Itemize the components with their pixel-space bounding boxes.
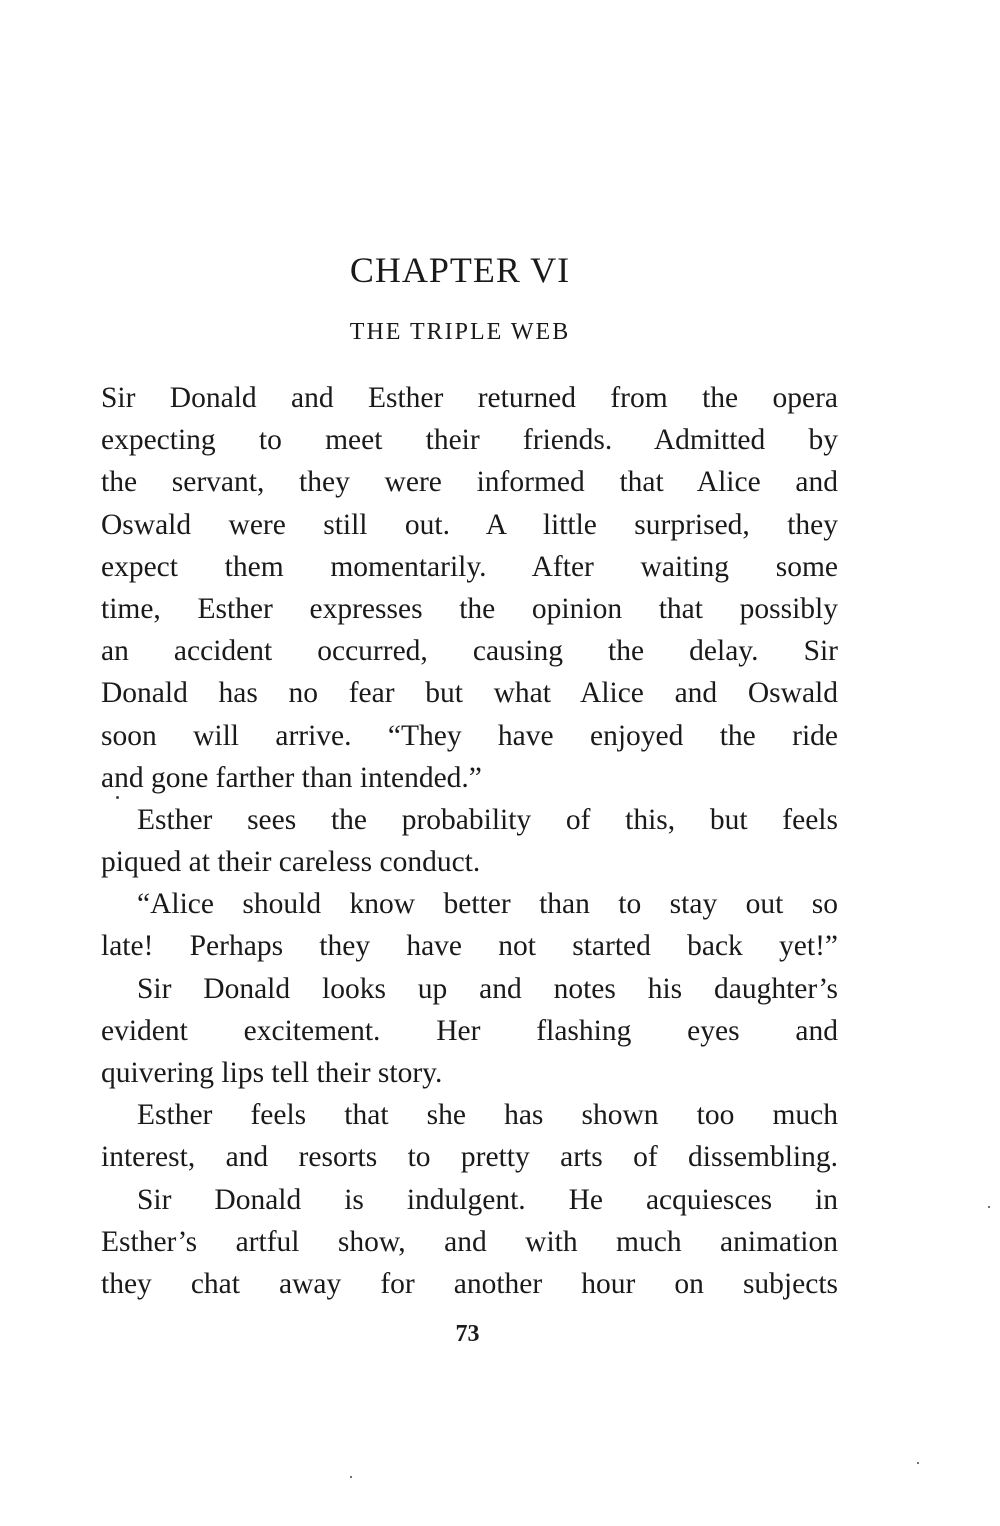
text-line: the servant, they were informed that Alice and <box>101 466 838 499</box>
text-line: they chat away for another hour on subjects <box>101 1267 838 1300</box>
text-line: expect them momentarily. After waiting some <box>101 550 838 583</box>
scan-speck <box>350 1476 352 1478</box>
text-line: “Alice should know better than to stay out so <box>137 888 838 921</box>
text-line: Sir Donald looks up and notes his daughter’s <box>137 972 838 1005</box>
text-line: quivering lips tell their story. <box>101 1057 443 1089</box>
text-line: Esther feels that she has shown too much <box>137 1099 838 1132</box>
chapter-subtitle: THE TRIPLE WEB <box>349 319 571 345</box>
scan-speck <box>917 1462 919 1464</box>
text-line: Donald has no fear but what Alice and Oswald <box>101 677 838 710</box>
scan-speck <box>988 1206 990 1208</box>
chapter-title: CHAPTER VI <box>349 250 571 290</box>
text-line: interest, and resorts to pretty arts of dissembling. <box>101 1141 838 1174</box>
text-line: soon will arrive. “They have enjoyed the ride <box>101 719 838 752</box>
text-line: Sir Donald is indulgent. He acquiesces in <box>137 1183 838 1216</box>
text-line: late! Perhaps they have not started back yet!” <box>101 930 838 963</box>
text-line: Oswald were still out. A little surprised, they <box>101 508 838 541</box>
scan-speck <box>116 796 119 799</box>
text-line: expecting to meet their friends. Admitted by <box>101 424 838 457</box>
text-line: piqued at their careless conduct. <box>101 846 481 879</box>
body-text <box>101 377 838 1305</box>
text-line: Sir Donald and Esther returned from the opera <box>101 382 838 414</box>
text-line: Esther sees the probability of this, but feels <box>137 803 838 836</box>
text-line: evident excitement. Her flashing eyes and <box>101 1014 838 1047</box>
page-number: 73 <box>455 1321 480 1347</box>
text-line: time, Esther expresses the opinion that possibly <box>101 592 838 625</box>
text-line: and gone farther than intended.” <box>101 761 482 794</box>
text-line: an accident occurred, causing the delay. Sir <box>101 635 838 668</box>
text-line: Esther’s artful show, and with much animation <box>101 1225 838 1258</box>
